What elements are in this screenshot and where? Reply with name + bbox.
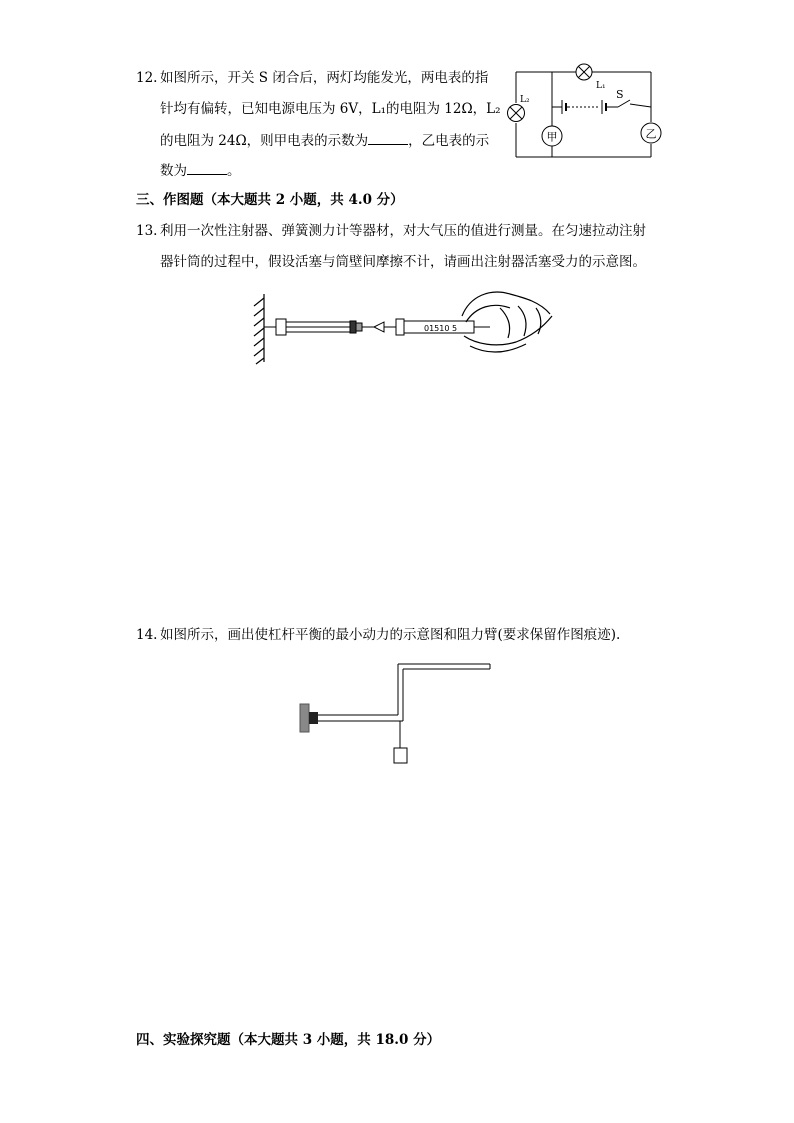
q12-line-1: 如图所示，开关 S 闭合后，两灯均能发光，两电表的指 (160, 70, 489, 86)
lamp-L1-icon (576, 64, 592, 80)
q13-number: 13. (136, 223, 158, 239)
svg-text:乙: 乙 (645, 127, 657, 141)
section-3-heading: 三、作图题（本大题共 2 小题，共 4.0 分） (136, 192, 404, 208)
svg-text:甲: 甲 (546, 130, 558, 144)
q12-line-3: 的电阻为 24Ω，则甲电表的示数为 ，乙电表的示 (160, 130, 489, 151)
q14-line-1: 如图所示，画出使杠杆平衡的最小动力的示意图和阻力臂(要求保留作图痕迹). (160, 627, 621, 643)
answer-blank-yi[interactable] (187, 160, 227, 175)
label-S: S (616, 88, 624, 101)
section-4-heading: 四、实验探究题（本大题共 3 小题，共 18.0 分） (136, 1032, 441, 1048)
answer-blank-jia[interactable] (368, 130, 408, 145)
q13-line-1: 利用一次性注射器、弹簧测力计等器材，对大气压的值进行测量。在匀速拉动注射 (160, 223, 646, 239)
wall-icon (254, 294, 264, 364)
syringe-figure (240, 286, 560, 366)
circuit-diagram (506, 62, 666, 162)
spring-scale-markings: 01510 5 (424, 324, 458, 333)
q14-number: 14. (136, 627, 158, 643)
label-L2: L₂ (520, 95, 530, 105)
meter-jia-icon (542, 126, 562, 146)
weight-block-icon (394, 748, 407, 763)
lamp-L2-icon (508, 105, 525, 122)
q12-number: 12. (136, 70, 158, 86)
q12-line-4: 数为 。 (160, 160, 241, 181)
q13-line-2: 器针筒的过程中，假设活塞与筒壁间摩擦不计，请画出注射器活塞受力的示意图。 (160, 254, 646, 270)
label-L1: L₁ (596, 81, 606, 91)
lever-figure (290, 654, 500, 774)
q12-line-2: 针均有偏转，已知电源电压为 6V，L₁的电阻为 12Ω，L₂ (160, 101, 501, 117)
wall-block-icon (300, 704, 318, 732)
meter-yi-icon (641, 123, 661, 143)
hand-icon (462, 292, 552, 352)
